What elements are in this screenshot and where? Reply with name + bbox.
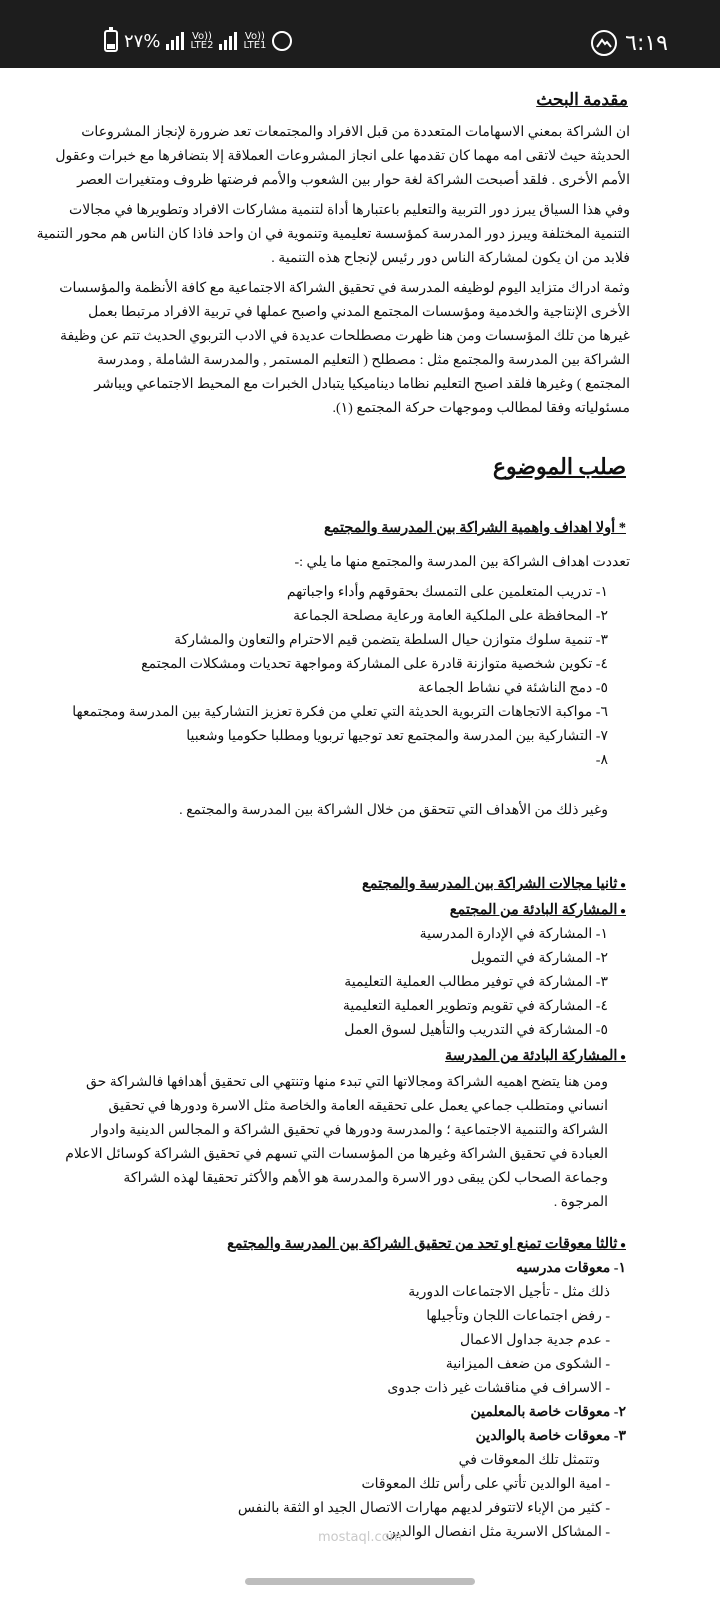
watermark: mostaql.com <box>318 1530 403 1545</box>
section3-sub3: ٣- معوقات خاصة بالوالدين <box>475 1429 626 1444</box>
section2-line: المرجوة . <box>553 1195 608 1210</box>
section1-title: * أولا اهداف واهمية الشراكة بين المدرسة والمجتمع <box>323 520 626 536</box>
battery-percent: ٢٧% <box>124 30 161 52</box>
intro-line: وفي هذا السياق يبرز دور التربية والتعليم باعتبارها أداة لتنمية مشاركات الافراد وتطويرها في مجالات <box>69 203 630 218</box>
status-bar <box>0 0 720 68</box>
list-item: - رفض اجتماعات اللجان وتأجيلها <box>426 1309 610 1324</box>
home-indicator[interactable] <box>245 1578 475 1585</box>
intro-line: غيرها من تلك المؤسسات ومن هنا ظهرت مصطلحات عديدة في الادب التربوي الحديث تتم عن وظيفة <box>59 329 630 344</box>
section1-tail: وغير ذلك من الأهداف التي تتحقق من خلال الشراكة بين المدرسة والمجتمع . <box>179 803 608 818</box>
list-item: ٤- تكوين شخصية متوازنة قادرة على المشاركة ومواجهة تحديات ومشكلات المجتمع <box>141 657 608 672</box>
list-item: ١- المشاركة في الإدارة المدرسية <box>419 927 608 942</box>
section2-line: انساني ومتطلب جماعي يعمل على تحقيقه العامة والخاصة مثل الاسرة ودورها في تحقيق <box>108 1099 608 1114</box>
parents-lead: وتتمثل تلك المعوقات في <box>458 1453 600 1468</box>
section2-line: ومن هنا يتضح اهميه الشراكة ومجالاتها التي تبدء منها وتنتهي الى تحقيق أهدافها فالشراكة حق <box>85 1075 608 1090</box>
list-item: - كثير من الإباء لاتتوفر لديهم مهارات الاتصال الجيد او الثقة بالنفس <box>237 1501 610 1516</box>
list-item: ٥- المشاركة في التدريب والتأهيل لسوق العمل <box>344 1023 608 1038</box>
list-item: - الاسراف في مناقشات غير ذات جدوى <box>387 1381 610 1396</box>
section2-line: وجماعة الصحاب لكن يبقى دور الاسرة والمدرسة هو الأهم والأكثر تحقيقا لهذه الشراكة <box>123 1171 608 1186</box>
list-item: ٤- المشاركة في تقويم وتطوير العملية التعليمية <box>342 999 608 1014</box>
list-item: ٨- <box>595 753 608 768</box>
section2-sub2: ● المشاركة البادئة من المدرسة <box>445 1048 626 1065</box>
sim2-label: Vo)) LTE2 <box>190 31 214 51</box>
list-item: - امية الوالدين تأتي على رأس تلك المعوقات <box>361 1477 610 1492</box>
intro-line: الحديثة حيث لاتقى امه مهما كان تقدمها على انجاز المشروعات العملاقة إلا بتضافرها مع خبرات وعقول <box>55 149 630 164</box>
intro-line: ان الشراكة بمعني الاسهامات المتعددة من قبل الافراد والمجتمعات تعد ضرورة لإنجاز المشروعات <box>81 125 630 140</box>
list-item: - عدم جدية جداول الاعمال <box>459 1333 610 1348</box>
document-page <box>0 68 720 1600</box>
list-item: ٦- مواكبة الاتجاهات التربوية الحديثة التي تعلي من فكرة تعزيز التشاركية بين المدرسة ومجتمعها <box>72 705 608 720</box>
section2-line: العبادة في تحقيق الشراكة وغيرها من المؤسسات التي تسهم في تحقيق الشراكة كوسائل الاعلام <box>65 1147 608 1162</box>
intro-line: المجتمع ) وغيرها فلقد اصبح التعليم نظاما ديناميكيا يتبادل الخبرات مع المحيط الاجتماعي ويباشر <box>94 377 630 392</box>
list-item: ذلك مثل - تأجيل الاجتماعات الدورية <box>408 1285 610 1300</box>
list-item: ٣- المشاركة في توفير مطالب العملية التعليمية <box>344 975 608 990</box>
clock: ٦:١٩ <box>625 30 668 56</box>
signal-icon-sim1 <box>219 32 237 50</box>
intro-line: الأمم الأخرى . فلقد أصبحت الشراكة لغة حوار بين الشعوب والأمم فرضتها ظروف ومتغيرات العصر <box>77 173 630 188</box>
list-item: - الشكوى من ضعف الميزانية <box>445 1357 610 1372</box>
status-icons-left <box>104 30 292 52</box>
list-item: - المشاكل الاسرية مثل انفصال الوالدين <box>385 1525 610 1540</box>
list-item: ٢- المحافظة على الملكية العامة ورعاية مصلحة الجماعة <box>293 609 608 624</box>
section2-line: الشراكة والتنمية الاجتماعية ؛ والمدرسة ودورها في تحقيق الشراكة و المجالس الدينية وادوار <box>91 1123 608 1138</box>
body-title: صلب الموضوع <box>492 454 626 479</box>
battery-icon <box>104 30 118 52</box>
intro-line: الشراكة بين المدرسة والمجتمع مثل : مصطلح ( التعليم المستمر , والمدرسة الشاملة , ومدرسة <box>97 353 630 368</box>
list-item: ٥- دمج الناشئة في نشاط الجماعة <box>418 681 608 696</box>
section2-title: ● ثانيا مجالات الشراكة بين المدرسة والمجتمع <box>362 876 626 893</box>
intro-title: مقدمة البحث <box>536 90 628 109</box>
section3-sub1: ١- معوقات مدرسيه <box>516 1261 626 1276</box>
intro-line: مسئولياته وفقا لمطالب وموجهات حركة المجتمع (١). <box>332 401 630 416</box>
list-item: ١- تدريب المتعلمين على التمسك بحقوقهم وأداء واجباتهم <box>286 585 608 600</box>
intro-line: فلابد من ان يكون لمشاركة الناس دور رئيس لإنجاح هذه التنمية . <box>271 251 630 266</box>
alarm-icon <box>272 31 292 51</box>
status-icons-right <box>591 30 668 56</box>
signal-icon-sim2 <box>166 32 184 50</box>
intro-line: وثمة ادراك متزايد اليوم لوظيفه المدرسة في تحقيق الشراكة الاجتماعية مع كافة الأنظمة والمؤسسات <box>59 281 630 296</box>
intro-line: الأخرى الإنتاجية والخدمية ومؤسسات المجتمع المدني واصبح عملها في تربية الافراد مرتبطا بعمل <box>88 305 630 320</box>
app-notification-icon <box>591 30 617 56</box>
sim1-label: Vo)) LTE1 <box>243 31 267 51</box>
section1-lead: تعددت اهداف الشراكة بين المدرسة والمجتمع منها ما يلي :- <box>294 555 630 570</box>
list-item: ٣- تنمية سلوك متوازن حيال السلطة يتضمن قيم الاحترام والتعاون والمشاركة <box>174 633 608 648</box>
section3-sub2: ٢- معوقات خاصة بالمعلمين <box>470 1405 626 1420</box>
section2-sub1: ● المشاركة البادئة من المجتمع <box>450 902 626 919</box>
list-item: ٧- التشاركية بين المدرسة والمجتمع تعد توجيها تربويا ومطلبا حكوميا وشعبيا <box>186 729 608 744</box>
list-item: ٢- المشاركة في التمويل <box>470 951 608 966</box>
intro-line: التنمية المختلفة ويبرز دور المدرسة كمؤسسة تعليمية وتنموية في ان واحد فاذا كان الناس هم محور التنمية <box>36 227 630 242</box>
section3-title: ● ثالثا معوقات تمنع او تحد من تحقيق الشراكة بين المدرسة والمجتمع <box>227 1236 626 1253</box>
